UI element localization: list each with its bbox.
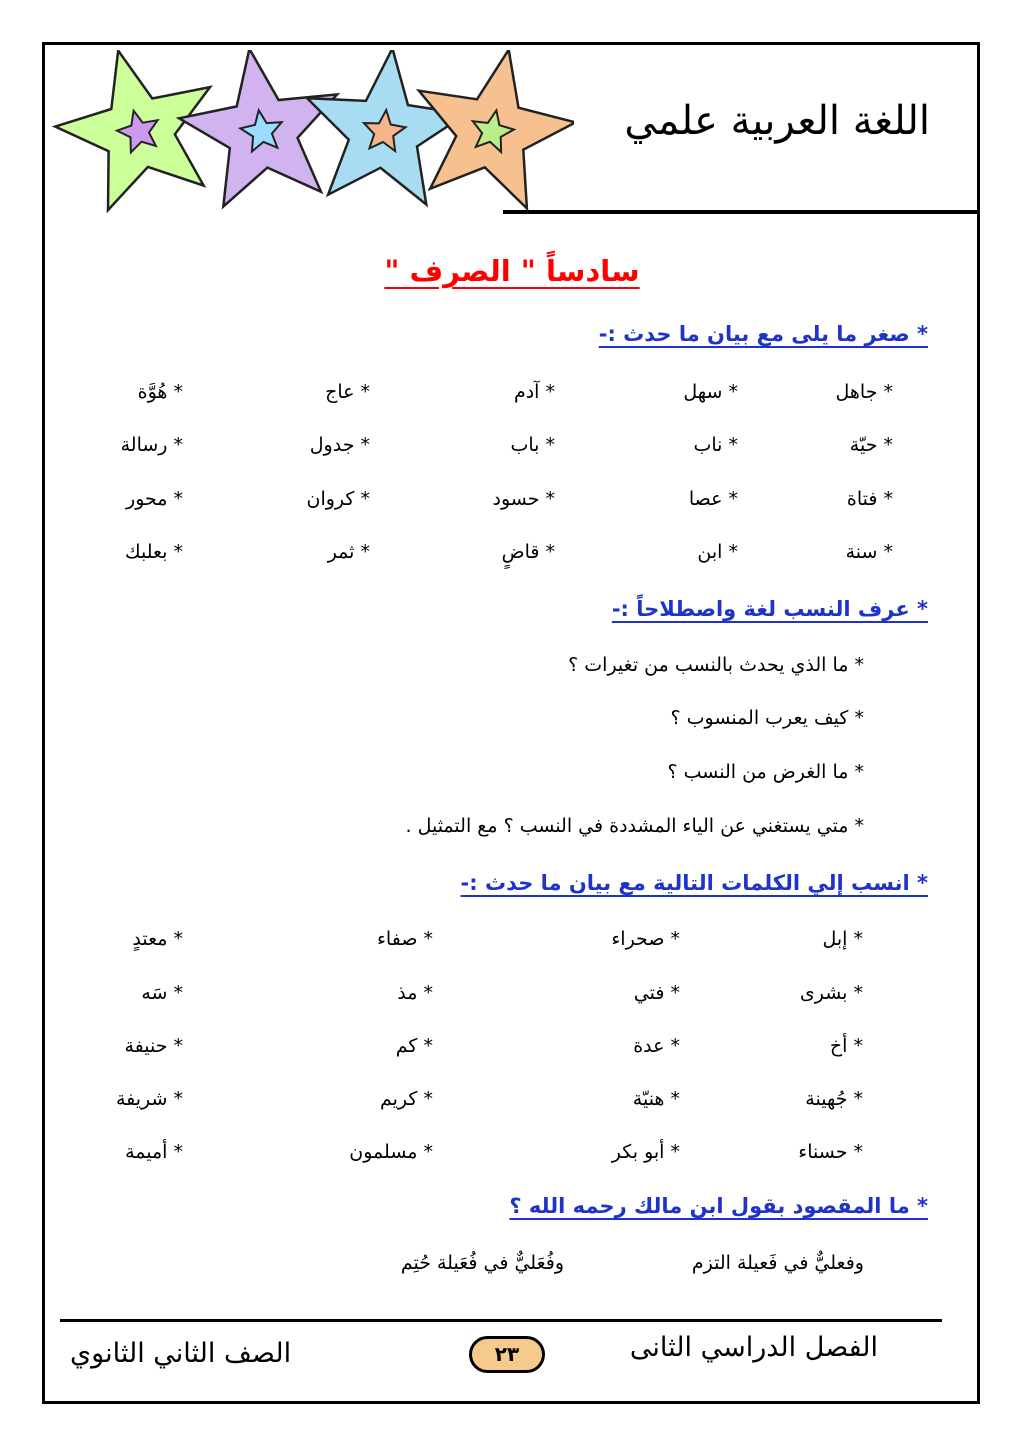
diminutive-word: * عاج — [325, 381, 370, 403]
diminutive-word: * جدول — [309, 434, 370, 456]
nisba-word: * سَه — [141, 982, 183, 1004]
diminutive-word: * محور — [126, 488, 183, 510]
section-heading-diminutive: * صغر ما يلى مع بيان ما حدث :- — [598, 322, 928, 346]
nisba-word: * مسلمون — [349, 1141, 433, 1163]
nisba-word: * كريم — [379, 1088, 433, 1110]
nisba-word: * صحراء — [611, 928, 680, 950]
nisba-word: * بشرى — [799, 982, 863, 1004]
diminutive-word: * آدم — [513, 381, 555, 403]
nisba-word: * أخ — [829, 1035, 863, 1057]
section-heading-nisba-words: * انسب إلي الكلمات التالية مع بيان ما حدث :- — [460, 871, 928, 895]
diminutive-word: * سنة — [845, 541, 893, 563]
diminutive-word: * عصا — [688, 488, 738, 510]
page-number: ٢٣ — [494, 1342, 520, 1366]
verse-first-half: وفعليٌّ في فَعيلة التزم — [691, 1252, 864, 1274]
header-rule — [503, 210, 977, 214]
question-item: * كيف يعرب المنسوب ؟ — [670, 707, 864, 729]
footer-rule — [60, 1319, 942, 1322]
decorative-stars — [44, 50, 574, 220]
diminutive-word: * قاضٍ — [501, 541, 555, 563]
footer-grade: الصف الثاني الثانوي — [70, 1338, 292, 1369]
nisba-word: * فتي — [633, 982, 680, 1004]
nisba-word: * كم — [395, 1035, 433, 1057]
diminutive-word: * بعلبك — [124, 541, 183, 563]
diminutive-word: * رسالة — [120, 434, 183, 456]
question-item: * ما الذي يحدث بالنسب من تغيرات ؟ — [568, 654, 864, 676]
question-item: * متي يستغني عن الياء المشددة في النسب ؟ مع التمثيل . — [405, 815, 864, 837]
nisba-word: * أميمة — [125, 1141, 183, 1163]
diminutive-word: * حسود — [492, 488, 555, 510]
nisba-word: * معتدٍ — [132, 928, 183, 950]
nisba-word: * أبو بكر — [611, 1141, 680, 1163]
nisba-word: * صفاء — [376, 928, 433, 950]
question-item: * ما الغرض من النسب ؟ — [667, 761, 864, 783]
section-heading-ibn-malik: * ما المقصود بقول ابن مالك رحمه الله ؟ — [509, 1194, 928, 1218]
diminutive-word: * هُوَّة — [137, 381, 183, 403]
diminutive-word: * ناب — [693, 434, 738, 456]
nisba-word: * حنيفة — [124, 1035, 183, 1057]
diminutive-word: * جاهل — [835, 381, 893, 403]
page-title: اللغة العربية علمي — [624, 98, 930, 144]
nisba-word: * شريفة — [115, 1088, 183, 1110]
nisba-word: * جُهينة — [805, 1088, 863, 1110]
nisba-word: * حسناء — [798, 1141, 863, 1163]
section-title: سادساً " الصرف " — [384, 254, 640, 288]
nisba-word: * عدة — [633, 1035, 680, 1057]
diminutive-word: * كروان — [306, 488, 370, 510]
diminutive-word: * ثمر — [327, 541, 370, 563]
footer-semester: الفصل الدراسي الثانى — [629, 1332, 878, 1363]
page-number-badge — [469, 1336, 545, 1373]
nisba-word: * مذ — [397, 982, 433, 1004]
diminutive-word: * سهل — [683, 381, 738, 403]
nisba-word: * إبل — [822, 928, 863, 950]
diminutive-word: * حيّة — [849, 434, 893, 456]
diminutive-word: * ابن — [697, 541, 738, 563]
nisba-word: * هنيّة — [632, 1088, 680, 1110]
diminutive-word: * باب — [510, 434, 555, 456]
section-heading-nisba-definition: * عرف النسب لغة واصطلاحاً :- — [611, 597, 928, 621]
verse-second-half: وفُعَليٌّ في فُعَيلة حُتِم — [400, 1252, 564, 1274]
diminutive-word: * فتاة — [846, 488, 893, 510]
